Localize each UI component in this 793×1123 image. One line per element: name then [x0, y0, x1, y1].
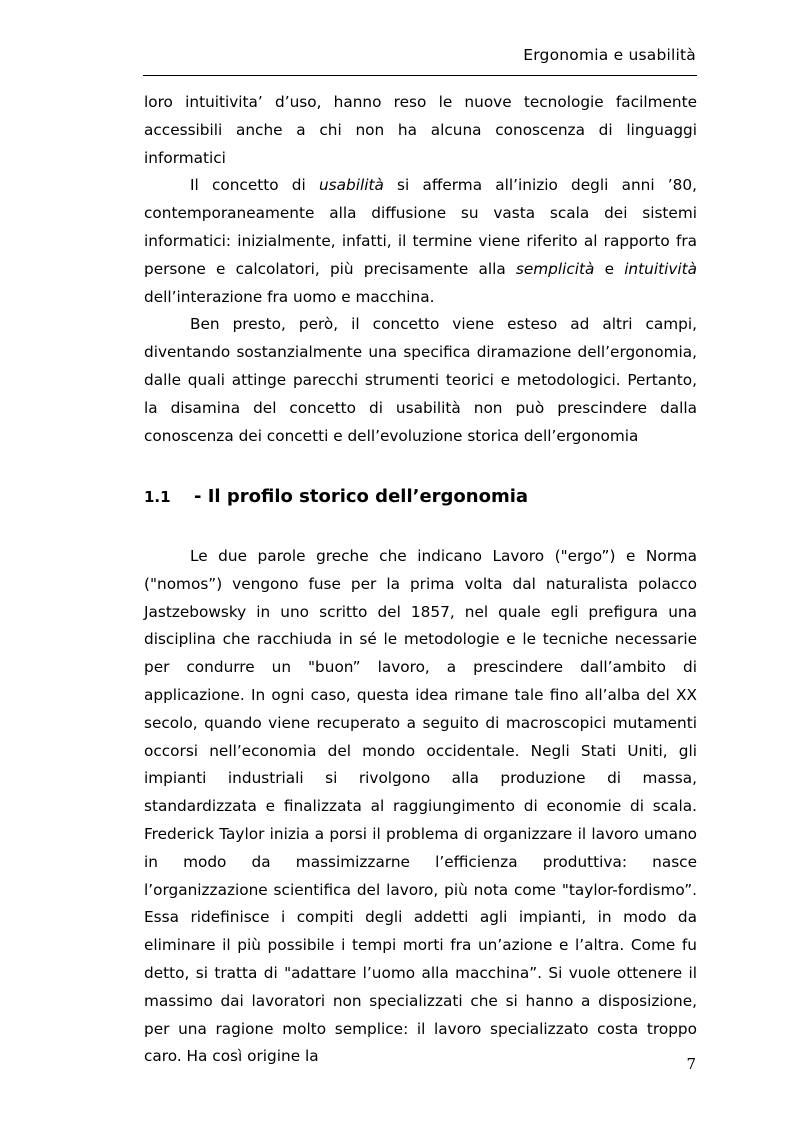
section-heading [144, 486, 528, 507]
running-header: Ergonomia e usabilità [523, 46, 696, 64]
intro-p2-emphasis-usabilita: usabilità [318, 176, 384, 195]
intro-paragraph-2 [144, 172, 697, 311]
section-number: 1.1 [144, 488, 171, 506]
header-rule [143, 75, 697, 76]
intro-p2-part-c: e [594, 259, 625, 278]
intro-text [144, 89, 697, 450]
intro-p2-part-b: si afferma all’inizio degli anni ’80, contemporaneamente alla diffusione su vasta scala dei sistemi informatici: inizialmente, infatti, il termine viene riferito al rapporto fra persone e calcolatori, più precisamente alla [144, 176, 697, 278]
intro-p2-emphasis-intuitivita: intuitività [624, 259, 697, 278]
section-text [144, 543, 697, 1071]
intro-p2-emphasis-semplicita: semplicità [515, 259, 595, 278]
page-number: 7 [686, 1055, 696, 1073]
section-title: - Il profilo storico dell’ergonomia [194, 486, 529, 507]
section-paragraph-1: Le due parole greche che indicano Lavoro ("ergo”) e Norma ("nomos”) vengono fuse per la prima volta dal naturalista polacco Jastzebowsky in uno scritto del 1857, nel quale egli prefigura una disciplina che racchiuda in sé le metodologie e le tecniche necessarie per condurre un "buon” lavoro, a prescindere dall’ambito di applicazione. In ogni caso, questa idea rimane tale fino all’alba del XX secolo, quando viene recuperato a seguito di macroscopici mutamenti occorsi nell’economia del mondo occidentale. Negli Stati Uniti, gli impianti industriali si rivolgono alla produzione di massa, standardizzata e finalizzata al raggiungimento di economie di scala. Frederick Taylor inizia a porsi il problema di organizzare il lavoro umano in modo da massimizzarne l’efficienza produttiva: nasce l’organizzazione scientifica del lavoro, più nota come "taylor-fordismo”. Essa ridefinisce i compiti degli addetti agli impianti, in modo da eliminare il più possibile i tempi morti fra un’azione e l’altra. Come fu detto, si tratta di "adattare l’uomo alla macchina”. Si vuole ottenere il massimo dai lavoratori non specializzati che si hanno a disposizione, per una ragione molto semplice: il lavoro specializzato costa troppo caro. Ha così origine la [144, 547, 697, 1066]
intro-p2-part-d: dell’interazione fra uomo e macchina. [144, 287, 435, 306]
intro-paragraph-3: Ben presto, però, il concetto viene esteso ad altri campi, diventando sostanzialmente una specifica diramazione dell’ergonomia, dalle quali attinge parecchi strumenti teorici e metodologici. Pertanto, la disamina del concetto di usabilità non può prescindere dalla conoscenza dei concetti e dell’evoluzione storica dell’ergonomia [144, 315, 697, 445]
intro-paragraph-1: loro intuitivita’ d’uso, hanno reso le nuove tecnologie facilmente accessibili anche a chi non ha alcuna conoscenza di linguaggi informatici [144, 93, 697, 167]
intro-p2-part-a: Il concetto di [190, 176, 319, 195]
